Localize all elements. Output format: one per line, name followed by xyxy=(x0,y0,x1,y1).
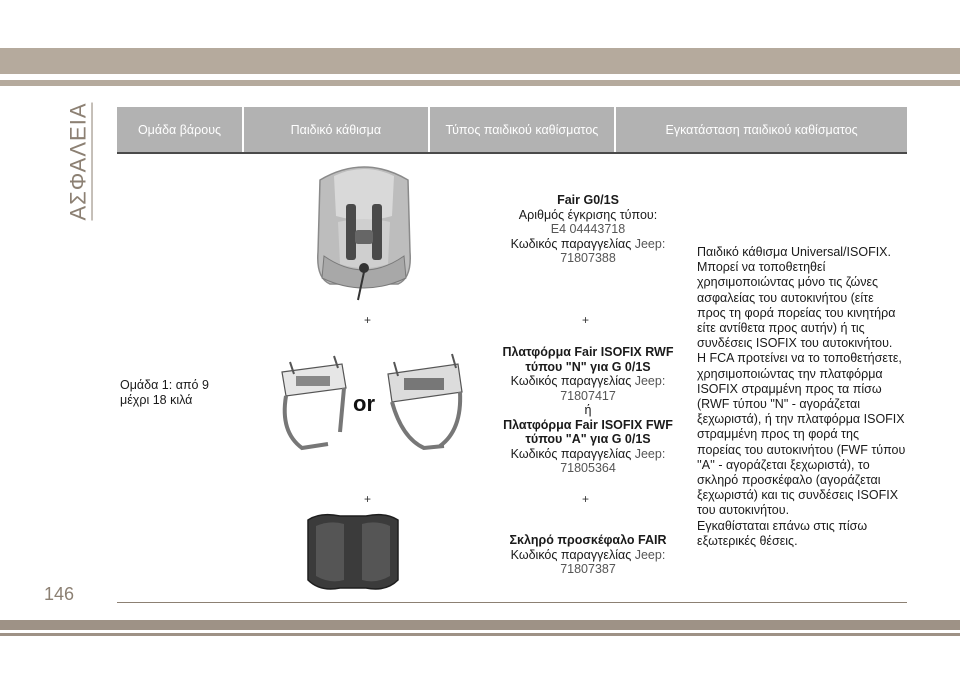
installation-line: χρησιμοποιώντας μόνο τις ζώνες xyxy=(697,275,879,290)
installation-line: Μπορεί να τοποθετηθεί xyxy=(697,260,826,275)
headrest-title: Σκληρό προσκέφαλο FAIR xyxy=(509,533,667,547)
platform-order-code-rwf: 71807417 xyxy=(560,388,616,403)
top-decor-band xyxy=(0,48,960,74)
plus-sign: + xyxy=(364,313,372,327)
plus-sign: + xyxy=(582,313,590,327)
seat-description xyxy=(494,193,682,266)
installation-line: προς τη φορά πορείας του κινητήρα xyxy=(697,305,896,320)
plus-sign: + xyxy=(582,492,590,506)
platform-title-fwf: Πλατφόρμα Fair ISOFIX FWF τύπου "A" για G 0/1S xyxy=(503,417,673,446)
installation-line: είτε αντίθετα προς αυτήν) ή τις xyxy=(697,321,865,336)
header-weight-group: Ομάδα βάρους xyxy=(117,107,242,152)
rigid-headrest-image xyxy=(300,510,406,596)
installation-line: πορείας του αυτοκινήτου (FWF τύπου xyxy=(697,442,906,457)
platform-description xyxy=(494,345,682,476)
installation-line: εξωτερικές θέσεις. xyxy=(697,533,798,548)
section-title xyxy=(54,100,104,222)
table-header xyxy=(117,107,907,152)
platform-order-line: Κωδικός παραγγελίας Jeep: xyxy=(510,374,666,388)
headrest-order-code: 71807387 xyxy=(560,562,616,576)
or-label: or xyxy=(353,391,375,416)
seat-approval-label: Αριθμός έγκρισης τύπου: xyxy=(518,207,658,222)
installation-line: (RWF τύπου "N" - αγοράζεται xyxy=(697,397,860,412)
footer-rule xyxy=(117,602,907,603)
installation-line: ασφαλείας του αυτοκινήτου (είτε xyxy=(697,290,874,305)
installation-line: του αυτοκινήτου. xyxy=(697,503,790,518)
child-seat-image xyxy=(298,160,430,310)
installation-line: ξεχωριστά) και τις συνδέσεις ISOFIX xyxy=(697,488,899,503)
headrest-description xyxy=(494,533,682,577)
page-number: 146 xyxy=(44,584,75,604)
installation-line: Η FCA προτείνει να το τοποθετήσετε, xyxy=(697,351,902,366)
installation-line: Εγκαθίσταται επάνω στις πίσω xyxy=(697,518,868,533)
seat-order-line: Κωδικός παραγγελίας Jeep: xyxy=(510,236,666,251)
seat-title: Fair G0/1S xyxy=(557,193,619,207)
seat-approval-value: E4 04443718 xyxy=(550,222,626,236)
installation-line: ISOFIX στραμμένη προς τα πίσω xyxy=(697,381,882,396)
installation-line: σκληρό προσκέφαλο (αγοράζεται xyxy=(697,473,881,488)
platform-order-code-fwf: 71805364 xyxy=(560,461,616,475)
header-rule xyxy=(117,152,907,154)
installation-line: στραμμένη προς τη φορά της xyxy=(697,427,859,442)
isofix-platform-image xyxy=(272,352,354,456)
isofix-platform-fwf-image xyxy=(380,350,470,456)
headrest-order-line: Κωδικός παραγγελίας Jeep: xyxy=(510,547,666,562)
installation-cell xyxy=(697,245,912,549)
top-decor-line xyxy=(0,80,960,86)
installation-line: συνδέσεις ISOFIX του αυτοκινήτου. xyxy=(697,336,893,351)
seat-order-code: 71807388 xyxy=(560,251,616,265)
header-installation: Εγκατάσταση παιδικού καθίσματος xyxy=(616,107,907,152)
section-title-text: ΑΣΦΑΛΕΙΑ xyxy=(65,101,91,221)
installation-line: χρησιμοποιώντας την πλατφόρμα xyxy=(697,366,883,381)
bottom-decor-band xyxy=(0,620,960,630)
plus-sign: + xyxy=(364,492,372,506)
bottom-decor-line xyxy=(0,633,960,636)
weight-group-cell: Ομάδα 1: από 9 μέχρι 18 κιλά xyxy=(120,378,209,407)
platform-or-word: ή xyxy=(584,403,592,417)
installation-line: ''A'' - αγοράζεται ξεχωριστά), το xyxy=(697,457,870,472)
installation-line: ξεχωριστά), ή την πλατφόρμα ISOFIX xyxy=(697,412,905,427)
header-seat-type: Τύπος παιδικού καθίσματος xyxy=(430,107,615,152)
platform-order-line-fwf: Κωδικός παραγγελίας Jeep: xyxy=(510,446,666,461)
header-child-seat: Παιδικό κάθισμα xyxy=(244,107,428,152)
installation-line: Παιδικό κάθισμα Universal/ISOFIX. xyxy=(697,245,891,259)
platform-title-rwf: Πλατφόρμα Fair ISOFIX RWF τύπου "N" για G 0/1S xyxy=(502,345,674,374)
